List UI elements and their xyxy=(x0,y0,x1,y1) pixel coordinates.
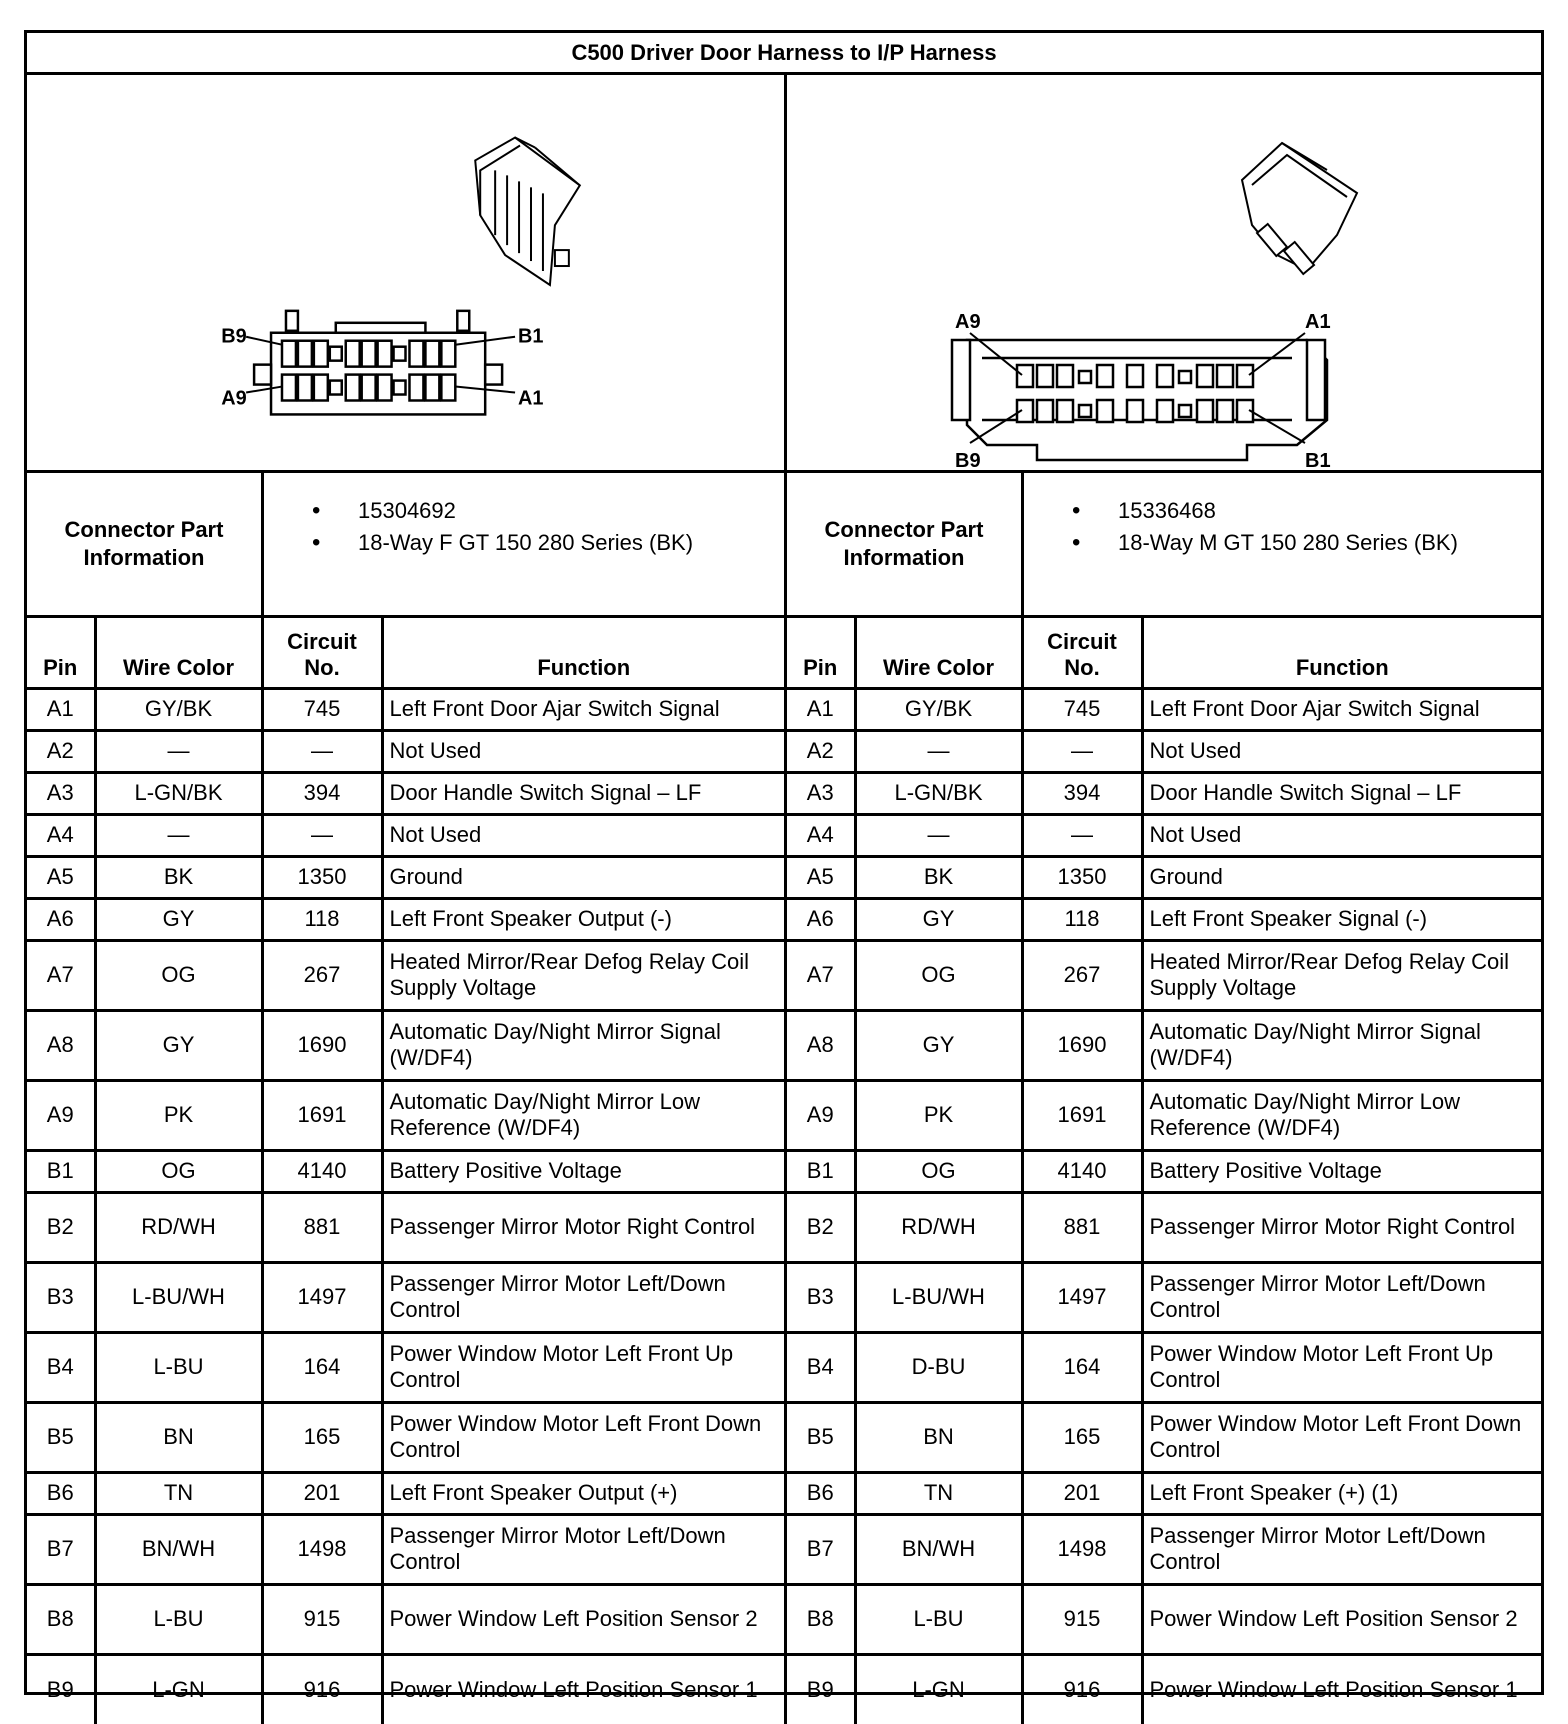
table-row xyxy=(787,1332,1541,1402)
pin-cell: A8 xyxy=(787,1010,855,1080)
table-row xyxy=(27,1472,786,1514)
wire-color-cell: RD/WH xyxy=(95,1192,262,1262)
wire-color-cell: D-BU xyxy=(855,1332,1022,1402)
table-row xyxy=(27,1584,786,1654)
part-description: • 18-Way F GT 150 280 Series (BK) xyxy=(312,527,784,559)
circuit-cell: 916 xyxy=(262,1654,382,1724)
male-connector-3d-view xyxy=(1242,143,1357,274)
function-cell: Automatic Day/Night Mirror Low Reference (W/DF4) xyxy=(1142,1080,1541,1150)
function-cell: Heated Mirror/Rear Defog Relay Coil Supply Voltage xyxy=(1142,940,1541,1010)
circuit-cell: 394 xyxy=(262,772,382,814)
pin-cell: A5 xyxy=(787,856,855,898)
table-row xyxy=(787,1584,1541,1654)
circuit-cell: 1691 xyxy=(1022,1080,1142,1150)
right-pinout-table xyxy=(787,618,1541,1724)
table-row xyxy=(27,688,786,730)
pin-cell: B7 xyxy=(787,1514,855,1584)
function-cell: Left Front Speaker (+) (1) xyxy=(1142,1472,1541,1514)
header-circuit: Circuit No. xyxy=(262,618,382,688)
circuit-cell: 1350 xyxy=(262,856,382,898)
table-row xyxy=(787,688,1541,730)
part-info-label: Connector Part Information xyxy=(787,473,1024,615)
wire-color-cell: BK xyxy=(95,856,262,898)
pin-cell: B1 xyxy=(787,1150,855,1192)
pin-cell: A1 xyxy=(787,688,855,730)
header-pin: Pin xyxy=(27,618,95,688)
circuit-cell: 1690 xyxy=(1022,1010,1142,1080)
table-row xyxy=(27,1654,786,1724)
table-row xyxy=(787,1192,1541,1262)
table-row xyxy=(787,1654,1541,1724)
circuit-cell: 164 xyxy=(262,1332,382,1402)
pin-cell: A2 xyxy=(787,730,855,772)
pin-cell: A2 xyxy=(27,730,95,772)
left-part-info xyxy=(27,473,787,618)
pin-label-b1: B1 xyxy=(518,325,544,348)
header-function: Function xyxy=(1142,618,1541,688)
wire-color-cell: BN/WH xyxy=(95,1514,262,1584)
circuit-cell: — xyxy=(262,814,382,856)
pin-cell: B4 xyxy=(27,1332,95,1402)
male-connector-face xyxy=(952,333,1327,460)
table-row xyxy=(787,1514,1541,1584)
wire-color-cell: GY xyxy=(95,1010,262,1080)
circuit-cell: 201 xyxy=(1022,1472,1142,1514)
wire-color-cell: L-BU xyxy=(95,1332,262,1402)
header-wire-color: Wire Color xyxy=(95,618,262,688)
wire-color-cell: OG xyxy=(95,1150,262,1192)
header-wire-color: Wire Color xyxy=(855,618,1022,688)
pin-cell: B3 xyxy=(787,1262,855,1332)
pin-label-a9: A9 xyxy=(955,311,981,333)
circuit-cell: 1497 xyxy=(262,1262,382,1332)
circuit-cell: 1690 xyxy=(262,1010,382,1080)
function-cell: Passenger Mirror Motor Left/Down Control xyxy=(1142,1514,1541,1584)
pin-cell: B4 xyxy=(787,1332,855,1402)
circuit-cell: 4140 xyxy=(1022,1150,1142,1192)
pin-cell: A5 xyxy=(27,856,95,898)
header-circuit: Circuit No. xyxy=(1022,618,1142,688)
function-cell: Power Window Left Position Sensor 1 xyxy=(382,1654,786,1724)
wire-color-cell: BK xyxy=(855,856,1022,898)
wire-color-cell: L-BU/WH xyxy=(95,1262,262,1332)
wire-color-cell: OG xyxy=(855,940,1022,1010)
circuit-cell: 1498 xyxy=(262,1514,382,1584)
pin-cell: A6 xyxy=(27,898,95,940)
circuit-cell: 1350 xyxy=(1022,856,1142,898)
table-row xyxy=(787,1010,1541,1080)
part-number: • 15336468 xyxy=(1072,495,1541,527)
table-row xyxy=(787,730,1541,772)
circuit-cell: — xyxy=(262,730,382,772)
pin-cell: A1 xyxy=(27,688,95,730)
pin-cell: A7 xyxy=(787,940,855,1010)
wire-color-cell: BN xyxy=(855,1402,1022,1472)
function-cell: Left Front Speaker Signal (-) xyxy=(1142,898,1541,940)
circuit-cell: 394 xyxy=(1022,772,1142,814)
circuit-cell: 118 xyxy=(262,898,382,940)
function-cell: Passenger Mirror Motor Left/Down Control xyxy=(382,1262,786,1332)
table-row xyxy=(27,772,786,814)
function-cell: Battery Positive Voltage xyxy=(382,1150,786,1192)
pin-cell: B5 xyxy=(27,1402,95,1472)
pin-label-a1: A1 xyxy=(518,387,544,410)
function-cell: Power Window Left Position Sensor 2 xyxy=(1142,1584,1541,1654)
pin-label-b9: B9 xyxy=(221,325,247,348)
pin-label-a1: A1 xyxy=(1305,311,1331,333)
pin-cell: B5 xyxy=(787,1402,855,1472)
pin-cell: A9 xyxy=(27,1080,95,1150)
wire-color-cell: GY xyxy=(95,898,262,940)
function-cell: Power Window Motor Left Front Down Control xyxy=(382,1402,786,1472)
female-connector-drawing xyxy=(27,75,784,470)
function-cell: Power Window Motor Left Front Up Control xyxy=(1142,1332,1541,1402)
function-cell: Heated Mirror/Rear Defog Relay Coil Supply Voltage xyxy=(382,940,786,1010)
function-cell: Ground xyxy=(1142,856,1541,898)
table-header-row xyxy=(787,618,1541,688)
circuit-cell: 165 xyxy=(262,1402,382,1472)
table-row xyxy=(27,1192,786,1262)
circuit-cell: 745 xyxy=(262,688,382,730)
wire-color-cell: BN/WH xyxy=(855,1514,1022,1584)
wire-color-cell: L-GN/BK xyxy=(95,772,262,814)
wire-color-cell: TN xyxy=(855,1472,1022,1514)
table-row xyxy=(27,1402,786,1472)
pin-cell: B3 xyxy=(27,1262,95,1332)
table-row xyxy=(27,898,786,940)
function-cell: Passenger Mirror Motor Left/Down Control xyxy=(1142,1262,1541,1332)
table-row xyxy=(787,814,1541,856)
function-cell: Power Window Motor Left Front Up Control xyxy=(382,1332,786,1402)
function-cell: Not Used xyxy=(1142,730,1541,772)
circuit-cell: 118 xyxy=(1022,898,1142,940)
table-row xyxy=(787,772,1541,814)
wire-color-cell: L-GN xyxy=(855,1654,1022,1724)
table-row xyxy=(787,940,1541,1010)
table-row xyxy=(27,940,786,1010)
function-cell: Battery Positive Voltage xyxy=(1142,1150,1541,1192)
wire-color-cell: L-BU xyxy=(95,1584,262,1654)
pin-cell: A9 xyxy=(787,1080,855,1150)
circuit-cell: 915 xyxy=(262,1584,382,1654)
table-row xyxy=(787,1402,1541,1472)
wire-color-cell: PK xyxy=(95,1080,262,1150)
page-title: C500 Driver Door Harness to I/P Harness xyxy=(27,33,1541,75)
header-pin: Pin xyxy=(787,618,855,688)
pin-cell: B9 xyxy=(787,1654,855,1724)
wire-color-cell: L-BU/WH xyxy=(855,1262,1022,1332)
function-cell: Ground xyxy=(382,856,786,898)
table-row xyxy=(787,1080,1541,1150)
wire-color-cell: OG xyxy=(855,1150,1022,1192)
pin-cell: B2 xyxy=(27,1192,95,1262)
circuit-cell: 267 xyxy=(1022,940,1142,1010)
function-cell: Power Window Motor Left Front Down Control xyxy=(1142,1402,1541,1472)
function-cell: Left Front Door Ajar Switch Signal xyxy=(1142,688,1541,730)
wire-color-cell: BN xyxy=(95,1402,262,1472)
pin-cell: B6 xyxy=(27,1472,95,1514)
part-description: • 18-Way M GT 150 280 Series (BK) xyxy=(1072,527,1541,559)
table-row xyxy=(27,1514,786,1584)
function-cell: Not Used xyxy=(382,730,786,772)
table-row xyxy=(787,1150,1541,1192)
wire-color-cell: RD/WH xyxy=(855,1192,1022,1262)
circuit-cell: 164 xyxy=(1022,1332,1142,1402)
wire-color-cell: OG xyxy=(95,940,262,1010)
wire-color-cell: TN xyxy=(95,1472,262,1514)
connector-sheet xyxy=(24,30,1544,1702)
part-number: • 15304692 xyxy=(312,495,784,527)
function-cell: Door Handle Switch Signal – LF xyxy=(1142,772,1541,814)
pin-cell: B9 xyxy=(27,1654,95,1724)
function-cell: Automatic Day/Night Mirror Low Reference (W/DF4) xyxy=(382,1080,786,1150)
table-row xyxy=(787,1472,1541,1514)
right-connector-diagram xyxy=(787,75,1541,473)
function-cell: Passenger Mirror Motor Right Control xyxy=(1142,1192,1541,1262)
pin-cell: A6 xyxy=(787,898,855,940)
female-connector-3d-view xyxy=(475,138,580,285)
pin-cell: A4 xyxy=(787,814,855,856)
pin-label-a9: A9 xyxy=(221,387,247,410)
circuit-cell: 1497 xyxy=(1022,1262,1142,1332)
table-header-row xyxy=(27,618,786,688)
pin-label-b9: B9 xyxy=(955,450,981,470)
wire-color-cell: — xyxy=(855,730,1022,772)
male-connector-drawing xyxy=(787,75,1541,470)
function-cell: Passenger Mirror Motor Right Control xyxy=(382,1192,786,1262)
function-cell: Left Front Door Ajar Switch Signal xyxy=(382,688,786,730)
circuit-cell: 915 xyxy=(1022,1584,1142,1654)
female-connector-face xyxy=(246,311,515,415)
left-pinout-table xyxy=(27,618,787,1724)
function-cell: Not Used xyxy=(1142,814,1541,856)
pin-cell: B8 xyxy=(27,1584,95,1654)
wire-color-cell: GY xyxy=(855,898,1022,940)
pin-cell: A4 xyxy=(27,814,95,856)
pin-cell: A3 xyxy=(27,772,95,814)
circuit-cell: 881 xyxy=(262,1192,382,1262)
wire-color-cell: L-BU xyxy=(855,1584,1022,1654)
function-cell: Left Front Speaker Output (-) xyxy=(382,898,786,940)
circuit-cell: 881 xyxy=(1022,1192,1142,1262)
function-cell: Not Used xyxy=(382,814,786,856)
left-connector-diagram xyxy=(27,75,787,473)
function-cell: Automatic Day/Night Mirror Signal (W/DF4) xyxy=(382,1010,786,1080)
table-row xyxy=(27,1332,786,1402)
circuit-cell: 1691 xyxy=(262,1080,382,1150)
wire-color-cell: GY/BK xyxy=(855,688,1022,730)
wire-color-cell: GY xyxy=(855,1010,1022,1080)
table-row xyxy=(27,1080,786,1150)
function-cell: Door Handle Switch Signal – LF xyxy=(382,772,786,814)
function-cell: Power Window Left Position Sensor 1 xyxy=(1142,1654,1541,1724)
circuit-cell: 201 xyxy=(262,1472,382,1514)
pin-cell: A3 xyxy=(787,772,855,814)
table-row xyxy=(27,1150,786,1192)
right-part-info xyxy=(787,473,1541,618)
circuit-cell: — xyxy=(1022,730,1142,772)
function-cell: Left Front Speaker Output (+) xyxy=(382,1472,786,1514)
pin-cell: B6 xyxy=(787,1472,855,1514)
pin-cell: A8 xyxy=(27,1010,95,1080)
circuit-cell: 745 xyxy=(1022,688,1142,730)
wire-color-cell: PK xyxy=(855,1080,1022,1150)
pin-cell: B8 xyxy=(787,1584,855,1654)
wire-color-cell: L-GN/BK xyxy=(855,772,1022,814)
function-cell: Power Window Left Position Sensor 2 xyxy=(382,1584,786,1654)
table-row xyxy=(787,898,1541,940)
table-row xyxy=(787,1262,1541,1332)
table-row xyxy=(787,856,1541,898)
header-function: Function xyxy=(382,618,786,688)
table-row xyxy=(27,814,786,856)
table-row xyxy=(27,730,786,772)
table-row xyxy=(27,1262,786,1332)
table-row xyxy=(27,856,786,898)
pin-label-b1: B1 xyxy=(1305,450,1331,470)
circuit-cell: 4140 xyxy=(262,1150,382,1192)
pin-cell: B7 xyxy=(27,1514,95,1584)
function-cell: Passenger Mirror Motor Left/Down Control xyxy=(382,1514,786,1584)
circuit-cell: — xyxy=(1022,814,1142,856)
circuit-cell: 267 xyxy=(262,940,382,1010)
pin-cell: B2 xyxy=(787,1192,855,1262)
wire-color-cell: L-GN xyxy=(95,1654,262,1724)
circuit-cell: 1498 xyxy=(1022,1514,1142,1584)
wire-color-cell: — xyxy=(95,730,262,772)
function-cell: Automatic Day/Night Mirror Signal (W/DF4) xyxy=(1142,1010,1541,1080)
part-info-list xyxy=(264,473,784,637)
wire-color-cell: — xyxy=(95,814,262,856)
circuit-cell: 165 xyxy=(1022,1402,1142,1472)
table-row xyxy=(27,1010,786,1080)
part-info-list xyxy=(1024,473,1541,637)
wire-color-cell: — xyxy=(855,814,1022,856)
part-info-label: Connector Part Information xyxy=(27,473,264,615)
wire-color-cell: GY/BK xyxy=(95,688,262,730)
pin-cell: B1 xyxy=(27,1150,95,1192)
pin-cell: A7 xyxy=(27,940,95,1010)
circuit-cell: 916 xyxy=(1022,1654,1142,1724)
